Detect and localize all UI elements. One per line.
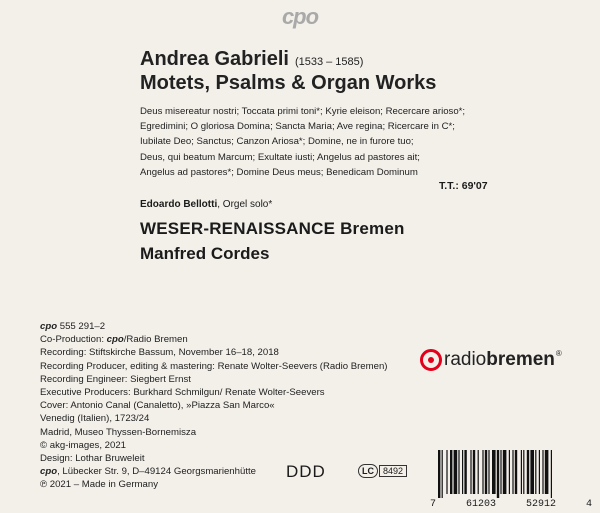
composer-heading: [140, 48, 363, 71]
label-code: [358, 464, 407, 478]
works-line: Iubilate Deo; Sanctus; Canzon Ariosa*; Domine, ne in furore tuo;: [140, 136, 414, 148]
barcode-digit-group: 61203: [465, 499, 496, 510]
works-list: [140, 104, 470, 180]
barcode-digits: [430, 499, 592, 510]
barcode-bar: [523, 450, 524, 494]
barcode-bar: [515, 450, 517, 494]
address-line: [40, 465, 388, 478]
cpo-mark: cpo: [40, 466, 58, 478]
barcode-bar: [545, 450, 549, 494]
barcode-bar: [492, 450, 496, 494]
barcode-bar: [527, 450, 529, 494]
barcode-bar: [503, 450, 507, 494]
barcode-bar: [464, 450, 466, 494]
barcode-bar: [542, 450, 543, 494]
credits-block: [40, 320, 388, 492]
barcode-bar: [454, 450, 458, 494]
barcode-bar: [482, 450, 483, 494]
soloist-name: Edoardo Bellotti: [140, 199, 218, 210]
barcode-bar: [509, 450, 510, 494]
barcode: [436, 450, 586, 498]
credit-line: Executive Producers: Burkhard Schmilgun/ Renate Wolter-Seevers: [40, 387, 325, 399]
registered-mark: ®: [555, 348, 562, 358]
lc-badge: LC: [358, 464, 378, 478]
credit-line: Design: Lothar Bruweleit: [40, 453, 145, 465]
barcode-bar: [500, 450, 501, 494]
barcode-bar: [512, 450, 513, 494]
credit-line: Madrid, Museo Thyssen-Bornemisza: [40, 426, 197, 438]
works-line: Angelus ad pastores*; Domine Deus meus; Benedicam Dominum: [140, 166, 418, 178]
barcode-bar: [442, 450, 443, 498]
composer-dates: (1533 – 1585): [294, 56, 364, 68]
barcode-bar: [470, 450, 471, 494]
works-line: Egredimini; O gloriosa Domina; Sancta Maria; Ave regina; Ricercare in C*;: [140, 121, 455, 133]
barcode-digit-group: 52912: [525, 499, 556, 510]
barcode-bar: [521, 450, 522, 494]
address-text: , Lübecker Str. 9, D–49124 Georgsmarienhütte: [57, 466, 256, 478]
barcode-digit-group: 4: [585, 499, 592, 510]
coproduction-line: [40, 333, 388, 346]
cpo-logo: cpo: [281, 4, 319, 29]
works-line: Deus, qui beatum Marcum; Exultate iusti; Angelus ad pastores ait;: [140, 151, 420, 163]
cpo-mark: cpo: [40, 321, 58, 332]
coproduction-prefix: Co-Production:: [40, 334, 107, 346]
barcode-bar: [446, 450, 447, 494]
lc-number: 8492: [379, 465, 407, 477]
credit-line: Cover: Antonio Canal (Canaletto), »Piazza San Marco«: [40, 400, 275, 412]
barcode-bar: [485, 450, 487, 494]
barcode-bar: [478, 450, 479, 494]
ensemble-name: WESER-RENAISSANCE Bremen: [140, 219, 405, 238]
barcode-bar: [473, 450, 475, 494]
conductor-name: Manfred Cordes: [140, 244, 270, 263]
composer-name: Andrea Gabrieli: [140, 48, 289, 70]
catalog-number: 555 291–2: [57, 321, 106, 332]
radio-bremen-mark-icon: [420, 349, 442, 371]
catalog-line: [40, 320, 388, 333]
barcode-bar: [438, 450, 440, 498]
ddd-code: DDD: [286, 462, 326, 481]
barcode-bar: [551, 450, 552, 498]
soloist: [140, 199, 272, 210]
barcode-bar: [462, 450, 463, 494]
barcode-bar: [450, 450, 452, 494]
barcode-digit-group: 7: [430, 499, 437, 510]
total-time: T.T.: 69'07: [439, 180, 488, 192]
soloist-role: , Orgel solo*: [217, 199, 273, 210]
barcode-bars-icon: [436, 450, 586, 498]
credit-line: Recording: Stiftskirche Bassum, November 16–18, 2018: [40, 347, 279, 359]
credit-line: Venedig (Italien), 1723/24: [40, 413, 150, 425]
barcode-bar: [497, 450, 499, 498]
barcode-bar: [530, 450, 534, 494]
credit-line: Recording Engineer: Siegbert Ernst: [40, 373, 191, 385]
credit-line: © akg-images, 2021: [40, 439, 126, 451]
coproduction-suffix: /Radio Bremen: [123, 334, 188, 346]
copyright-line: ℗ 2021 – Made in Germany: [40, 479, 158, 491]
barcode-bar: [539, 450, 540, 494]
album-title: Motets, Psalms & Organ Works: [140, 72, 437, 94]
radio-bremen-radio-text: radio: [444, 349, 487, 370]
barcode-bar: [488, 450, 489, 494]
radio-bremen-bremen-text: bremen: [486, 349, 555, 370]
works-line: Deus misereatur nostri; Toccata primi toni*; Kyrie eleison; Recercare arioso*;: [140, 106, 466, 117]
radio-bremen-logo: [420, 349, 562, 371]
cpo-mark: cpo: [106, 334, 124, 346]
credit-line: Recording Producer, editing & mastering: Renate Wolter-Seevers (Radio Bremen): [40, 360, 388, 372]
barcode-bar: [535, 450, 536, 494]
barcode-bar: [458, 450, 459, 494]
